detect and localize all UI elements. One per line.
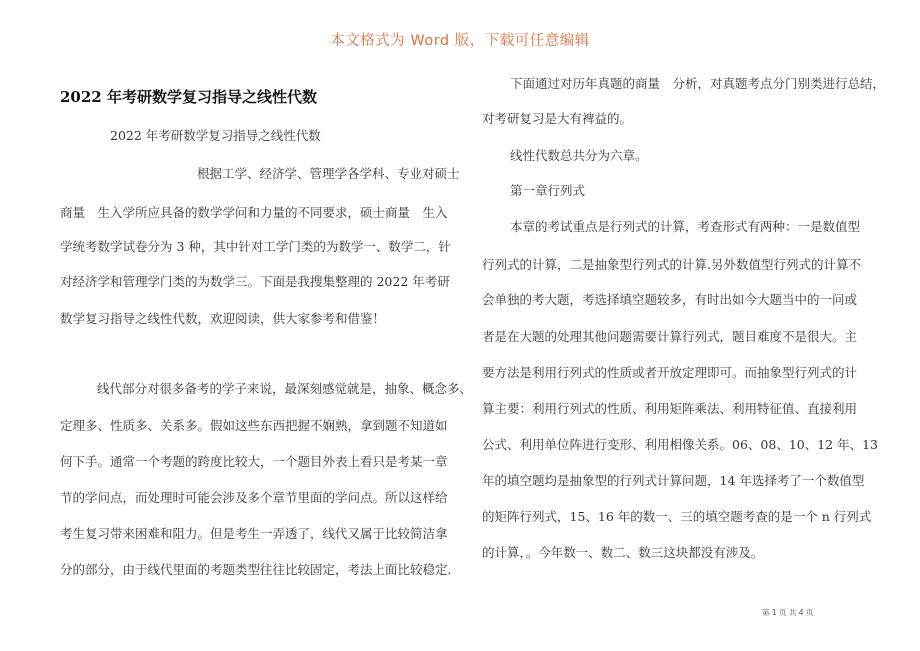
text-line: 的矩阵行列式，15、16 年的数一、三的填空题考查的是一个 n 行列式 bbox=[482, 509, 872, 524]
text-line: 下面通过对历年真题的商量 分析，对真题考点分门别类进行总结， bbox=[510, 76, 886, 91]
text-line: 对考研复习是大有裨益的。 bbox=[482, 111, 633, 126]
text-line: 者是在大题的处理其他问题需要计算行列式，题目难度不是很大。主 bbox=[482, 329, 858, 344]
text-line: 根据工学、经济学、管理学各学科、专业对硕士 bbox=[197, 166, 460, 181]
text-line: 行列式的计算，二是抽象型行列式的计算.另外数值型行列式的计算不 bbox=[482, 257, 861, 272]
text-line: 会单独的考大题，考选择填空题较多，有时出如今大题当中的一问或 bbox=[482, 292, 858, 307]
subtitle-line: 2022 年考研数学复习指导之线性代数 bbox=[110, 128, 321, 143]
chapter-heading: 第一章行列式 bbox=[510, 183, 586, 198]
text-line: 数学复习指导之线性代数，欢迎阅读，供大家参考和借鉴！ bbox=[60, 311, 386, 326]
text-line: 定理多、性质多、关系多。假如这些东西把握不娴熟，拿到题不知道如 bbox=[60, 418, 448, 433]
text-line: 分的部分，由于线代里面的考题类型往往比较固定，考法上面比较稳定. bbox=[60, 562, 452, 577]
document-banner: 本文格式为 Word 版，下载可任意编辑 bbox=[330, 33, 590, 49]
text-line: 的计算，。今年数一、数二、数三这块都没有涉及。 bbox=[482, 545, 764, 560]
text-line: 公式、利用单位阵进行变形、利用相像关系。06、08、10、12 年、13 bbox=[482, 437, 879, 452]
text-line: 线代部分对很多备考的学子来说，最深刻感觉就是，抽象、概念多、 bbox=[97, 381, 473, 396]
text-line: 对经济学和管理学门类的为数学三。下面是我搜集整理的 2022 年考研 bbox=[60, 274, 450, 289]
text-line: 线性代数总共分为六章。 bbox=[510, 148, 648, 163]
text-line: 节的学问点，而处理时可能会涉及多个章节里面的学问点。所以这样给 bbox=[60, 490, 448, 505]
text-line: 何下手。通常一个考题的跨度比较大，一个题目外表上看只是考某一章 bbox=[60, 454, 448, 469]
document-title: 2022 年考研数学复习指导之线性代数 bbox=[60, 88, 317, 106]
text-line: 年的填空题均是抽象型的行列式计算问题，14 年选择考了一个数值型 bbox=[482, 473, 865, 488]
text-line: 商量 生入学所应具备的数学学问和力量的不同要求，硕士商量 生入 bbox=[60, 205, 448, 220]
text-line: 要方法是利用行列式的性质或者开放定理即可。而抽象型行列式的计 bbox=[482, 365, 858, 380]
text-line: 算主要：利用行列式的性质、利用矩阵乘法、利用特征值、直接利用 bbox=[482, 401, 858, 416]
text-line: 考生复习带来困难和阻力。但是考生一弄透了，线代又属于比较简洁拿 bbox=[60, 526, 448, 541]
text-line: 学统考数学试卷分为 3 种，其中针对工学门类的为数学一、数学二，针 bbox=[60, 239, 451, 254]
text-line: 本章的考试重点是行列式的计算，考查形式有两种：一是数值型 bbox=[510, 219, 861, 234]
page-number: 第 1 页 共 4 页 bbox=[762, 608, 814, 617]
